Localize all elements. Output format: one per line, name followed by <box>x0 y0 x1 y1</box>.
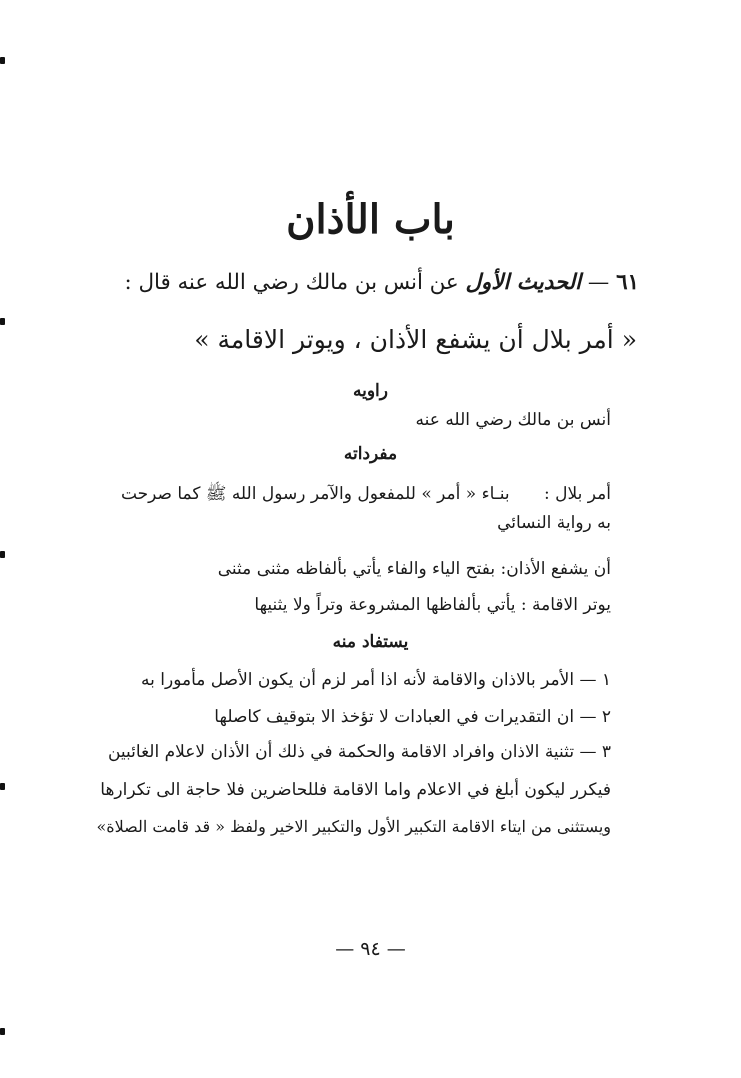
lesson-continuation: فيكرر ليكون أبلغ في الاعلام واما الاقامة فللحاضرين فلا حاجة الى تكرارها <box>100 780 611 800</box>
chapter-title: باب الأذان <box>286 196 455 243</box>
lesson-text: — ان التقديرات في العبادات لا تؤخذ الا بتوقيف كاصلها <box>214 707 597 727</box>
vocabulary-heading: مفرداته <box>343 444 398 464</box>
lesson-text: — تثنية الاذان وافراد الاقامة والحكمة في ذلك أن الأذان لاعلام الغائبين <box>107 742 597 762</box>
vocab-entry <box>121 483 611 508</box>
margin-mark <box>0 1028 5 1035</box>
lesson-number: ٣ <box>601 742 611 762</box>
vocab-definition-continued: به رواية النسائي <box>497 513 611 533</box>
margin-mark <box>0 318 5 325</box>
hadith-heading-line <box>125 270 640 295</box>
vocab-entry <box>218 559 611 579</box>
vocab-term: أن يشفع الأذان: <box>500 559 611 579</box>
hadith-isnad: عن أنس بن مالك رضي الله عنه قال : <box>124 270 459 295</box>
lesson-item <box>214 707 611 727</box>
vocab-term: أمر بلال : <box>544 484 611 504</box>
narrator-heading: راويه <box>353 381 388 401</box>
vocab-entry <box>254 595 611 615</box>
lesson-continuation: ويستثنى من ايتاء الاقامة التكبير الأول والتكبير الاخير ولفظ « قد قامت الصلاة» <box>96 817 611 836</box>
lesson-text: — الأمر بالاذان والاقامة لأنه اذا أمر لزم أن يكون الأصل مأمورا به <box>141 670 597 690</box>
hadith-number: ٦١ <box>616 270 639 295</box>
lesson-number: ٢ <box>601 707 611 727</box>
hadith-label: الحديث الأول <box>465 270 582 295</box>
hadith-text: « أمر بلال أن يشفع الأذان ، ويوتر الاقامة » <box>194 325 637 354</box>
vocab-definition: بفتح الياء والفاء يأتي بألفاظه مثنى مثنى <box>217 559 496 579</box>
vocab-term: يوتر الاقامة : <box>520 595 611 615</box>
lessons-heading: يستفاد منه <box>332 632 409 652</box>
page-number: — ٩٤ — <box>335 938 406 960</box>
vocab-definition: يأتي بألفاظها المشروعة وتراً ولا يثنيها <box>254 595 516 615</box>
margin-mark <box>0 57 5 64</box>
lesson-number: ١ <box>601 670 611 690</box>
margin-mark <box>0 551 5 558</box>
lesson-item <box>141 670 611 690</box>
vocab-definition: بنـاء « أمر » للمفعول والآمر رسول الله ﷺ كما صرحت <box>120 484 510 504</box>
lesson-item <box>108 742 611 762</box>
hadith-dash: — <box>587 270 610 295</box>
narrator-text: أنس بن مالك رضي الله عنه <box>415 410 611 430</box>
margin-mark <box>0 783 5 790</box>
